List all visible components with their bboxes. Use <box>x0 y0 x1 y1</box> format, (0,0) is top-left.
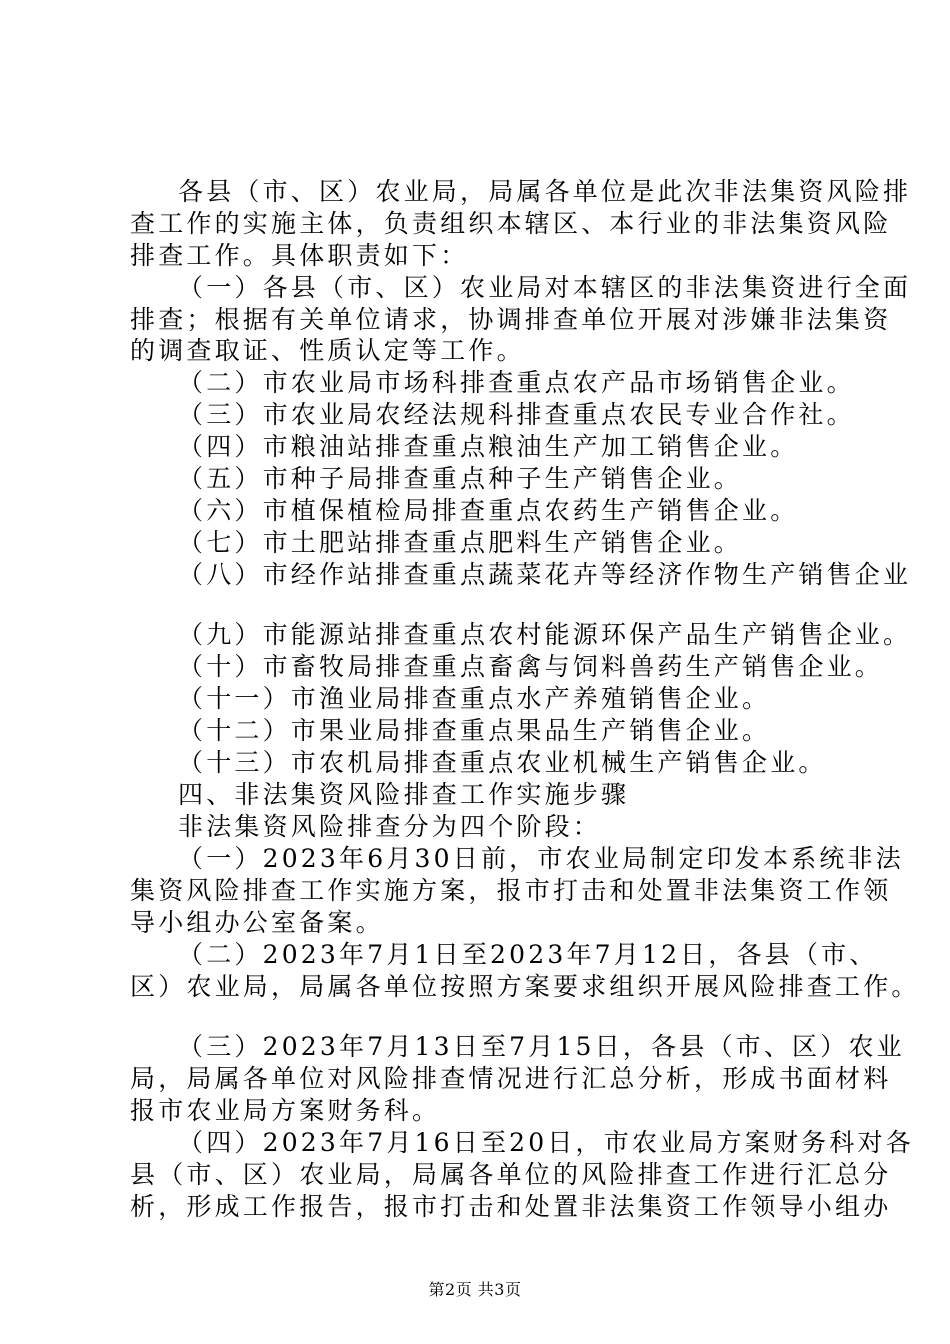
text-line: （一）各县（市、区）农业局对本辖区的非法集资进行全面 <box>178 273 912 302</box>
text-line: （一）2023年6月30日前，市农业局制定印发本系统非法 <box>178 844 904 873</box>
text-line: （二）市农业局市场科排查重点农产品市场销售企业。 <box>178 368 855 397</box>
text-line: 析，形成工作报告，报市打击和处置非法集资工作领导小组办 <box>130 1192 892 1221</box>
text-line: （六）市植保植检局排查重点农药生产销售企业。 <box>178 496 799 525</box>
text-line: 局，局属各单位对风险排查情况进行汇总分析，形成书面材料 <box>130 1064 892 1093</box>
text-line: 排查；根据有关单位请求，协调排查单位开展对涉嫌非法集资 <box>130 305 892 334</box>
page-number-footer: 第2页 共3页 <box>428 1280 522 1299</box>
text-line: 非法集资风险排查分为四个阶段： <box>178 812 602 841</box>
text-line: （三）市农业局农经法规科排查重点农民专业合作社。 <box>178 400 855 429</box>
text-line: （四）2023年7月16日至20日，市农业局方案财务科对各 <box>178 1128 914 1157</box>
text-line: 导小组办公室备案。 <box>130 908 384 937</box>
text-line: 的调查取证、性质认定等工作。 <box>130 336 525 365</box>
text-line: （七）市土肥站排查重点肥料生产销售企业。 <box>178 528 743 557</box>
text-line: 集资风险排查工作实施方案，报市打击和处置非法集资工作领 <box>130 876 892 905</box>
text-line: 各县（市、区）农业局，局属各单位是此次非法集资风险排 <box>178 177 912 206</box>
text-line: 排查工作。具体职责如下： <box>130 241 469 270</box>
text-line: 区）农业局，局属各单位按照方案要求组织开展风险排查工作。 <box>130 972 920 1001</box>
text-line: （十三）市农机局排查重点农业机械生产销售企业。 <box>178 748 827 777</box>
text-line: （十一）市渔业局排查重点水产养殖销售企业。 <box>178 684 771 713</box>
text-line: 县（市、区）农业局，局属各单位的风险排查工作进行汇总分 <box>130 1160 892 1189</box>
text-line: （十）市畜牧局排查重点畜禽与饲料兽药生产销售企业。 <box>178 652 884 681</box>
text-line: （二）2023年7月1日至2023年7月12日，各县（市、 <box>178 940 878 969</box>
text-line: （三）2023年7月13日至7月15日，各县（市、区）农业 <box>178 1032 905 1061</box>
text-line: （五）市种子局排查重点种子生产销售企业。 <box>178 464 743 493</box>
text-line: 报市农业局方案财务科。 <box>130 1096 441 1125</box>
text-line: （九）市能源站排查重点农村能源环保产品生产销售企业。 <box>178 620 912 649</box>
text-line: （八）市经作站排查重点蔬菜花卉等经济作物生产销售企业 <box>178 560 912 589</box>
text-line: （十二）市果业局排查重点果品生产销售企业。 <box>178 716 771 745</box>
text-line: （四）市粮油站排查重点粮油生产加工销售企业。 <box>178 432 799 461</box>
section-heading: 四、非法集资风险排查工作实施步骤 <box>178 780 630 809</box>
text-line: 查工作的实施主体，负责组织本辖区、本行业的非法集资风险 <box>130 209 892 238</box>
